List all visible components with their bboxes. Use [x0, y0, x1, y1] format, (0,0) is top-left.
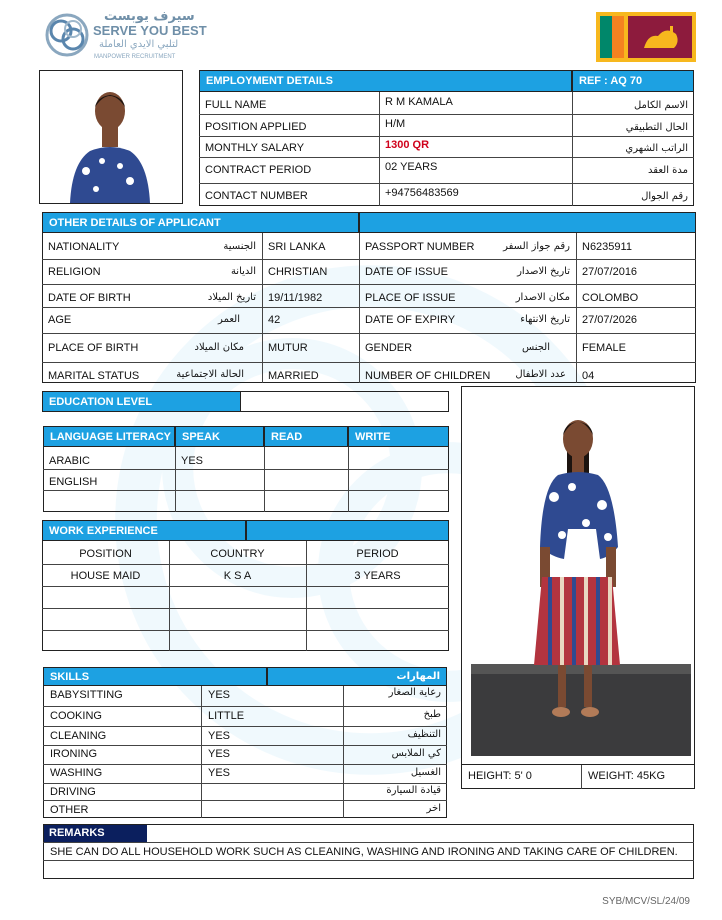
- education-level-title: EDUCATION LEVEL: [49, 395, 153, 408]
- work-experience-header: [42, 520, 246, 541]
- brand-tagline: MANPOWER RECRUITMENT: [94, 54, 176, 60]
- date-of-expiry-value: 27/07/2026: [582, 314, 638, 326]
- full-name-label: FULL NAME: [205, 99, 267, 111]
- read-title: READ: [271, 430, 303, 443]
- skill-cooking-label: COOKING: [50, 710, 102, 722]
- language-english: ENGLISH: [49, 476, 98, 488]
- nationality-label-arabic: الجنسية: [223, 241, 256, 252]
- gender-value: FEMALE: [582, 342, 627, 354]
- contract-period-label: CONTRACT PERIOD: [205, 164, 312, 176]
- arabic-speak-value: YES: [181, 455, 204, 467]
- contact-number-label: CONTACT NUMBER: [205, 190, 308, 202]
- speak-title: SPEAK: [182, 430, 220, 443]
- skill-ironing-label: IRONING: [50, 748, 98, 760]
- write-title: WRITE: [355, 430, 391, 443]
- passport-number-label-arabic: رقم جواز السفر: [503, 241, 570, 252]
- read-header: [264, 426, 348, 447]
- speak-header: [175, 426, 264, 447]
- skill-driving-label: DRIVING: [50, 786, 96, 798]
- date-of-issue-value: 27/07/2016: [582, 266, 638, 278]
- language-arabic: ARABIC: [49, 455, 90, 467]
- monthly-salary-label-arabic: الراتب الشهري: [625, 143, 688, 154]
- other-details-header-right: [359, 212, 696, 233]
- work-country-value: K S A: [223, 570, 252, 582]
- skill-babysitting-value: YES: [208, 689, 231, 701]
- remarks-text: SHE CAN DO ALL HOUSEHOLD WORK SUCH AS CLEANING, WASHING AND IRONING AND TAKING CARE OF CHILDREN.: [50, 846, 678, 858]
- language-table: [43, 447, 449, 512]
- contract-period-value: 02 YEARS: [385, 161, 438, 173]
- work-position-value: HOUSE MAID: [70, 570, 141, 582]
- reference-header: [572, 70, 694, 92]
- age-value: 42: [268, 314, 281, 326]
- skill-washing-label: WASHING: [50, 767, 103, 779]
- company-logo: [44, 10, 254, 62]
- place-of-birth-label: PLACE OF BIRTH: [48, 342, 139, 354]
- full-name-label-arabic: الاسم الكامل: [633, 100, 688, 111]
- monthly-salary-label: MONTHLY SALARY: [205, 142, 305, 154]
- place-of-issue-value: COLOMBO: [582, 292, 639, 304]
- work-period-header: PERIOD: [356, 548, 399, 560]
- language-literacy-header: [43, 426, 175, 447]
- place-of-birth-value: MUTUR: [268, 342, 308, 354]
- date-of-birth-label-arabic: تاريخ الميلاد: [207, 292, 256, 303]
- applicant-photo-small: [39, 70, 183, 204]
- nationality-value: SRI LANKA: [268, 241, 326, 253]
- brand-name: SERVE YOU BEST: [93, 23, 207, 38]
- position-applied-label: POSITION APPLIED: [205, 121, 307, 133]
- skill-babysitting-arabic: رعاية الصغار: [388, 687, 441, 698]
- contract-period-label-arabic: مدة العقد: [648, 165, 688, 176]
- date-of-expiry-label-arabic: تاريخ الانتهاء: [520, 314, 570, 325]
- weight-value: WEIGHT: 45KG: [588, 770, 666, 782]
- document-code: SYB/MCV/SL/24/09: [602, 896, 690, 907]
- applicant-photo-full: [461, 386, 695, 765]
- skill-washing-value: YES: [208, 767, 231, 779]
- date-of-birth-label: DATE OF BIRTH: [48, 292, 131, 304]
- remarks-title: REMARKS: [49, 827, 105, 839]
- logo-knot-icon: [44, 10, 90, 60]
- other-details-header: [42, 212, 359, 233]
- skill-cleaning-label: CLEANING: [50, 730, 107, 742]
- skills-title-arabic: المهارات: [396, 671, 440, 682]
- marital-status-value: MARRIED: [268, 370, 319, 382]
- position-applied-value: H/M: [385, 118, 406, 130]
- education-level-header: [42, 391, 241, 412]
- employment-details-header: [199, 70, 572, 92]
- date-of-expiry-label: DATE OF EXPIRY: [365, 314, 456, 326]
- marital-status-label-arabic: الحالة الاجتماعية: [176, 369, 244, 380]
- religion-label-arabic: الديانة: [230, 266, 256, 277]
- passport-number-label: PASSPORT NUMBER: [365, 241, 475, 253]
- contact-number-label-arabic: رقم الجوال: [641, 191, 688, 202]
- place-of-birth-label-arabic: مكان الميلاد: [194, 342, 244, 353]
- number-of-children-label: NUMBER OF CHILDREN: [365, 370, 491, 382]
- skill-cleaning-value: YES: [208, 730, 231, 742]
- monthly-salary-value: 1300 QR: [385, 139, 430, 151]
- number-of-children-value: 04: [582, 370, 595, 382]
- passport-number-value: N6235911: [582, 241, 632, 253]
- other-details-title: OTHER DETAILS OF APPLICANT: [49, 216, 221, 229]
- skill-ironing-arabic: كي الملابس: [391, 748, 441, 759]
- gender-label-arabic: الجنس: [521, 342, 550, 353]
- marital-status-label: MARITAL STATUS: [48, 370, 140, 382]
- date-of-birth-value: 19/11/1982: [268, 292, 323, 304]
- skill-babysitting-label: BABYSITTING: [50, 689, 123, 701]
- skill-ironing-value: YES: [208, 748, 231, 760]
- skills-header-arabic: [267, 667, 447, 686]
- nationality-label: NATIONALITY: [48, 241, 120, 253]
- work-position-header: POSITION: [79, 548, 132, 560]
- skill-cleaning-arabic: التنظيف: [407, 729, 441, 740]
- religion-value: CHRISTIAN: [268, 266, 328, 278]
- skill-cooking-arabic: طبخ: [423, 709, 441, 720]
- skill-driving-arabic: قيادة السيارة: [386, 785, 441, 796]
- gender-label: GENDER: [365, 342, 413, 354]
- employment-details-title: EMPLOYMENT DETAILS: [206, 75, 333, 87]
- date-of-issue-label-arabic: تاريخ الاصدار: [517, 266, 570, 277]
- contact-number-value: +94756483569: [385, 187, 459, 199]
- place-of-issue-label-arabic: مكان الاصدار: [515, 292, 570, 303]
- skill-cooking-value: LITTLE: [208, 710, 245, 722]
- brand-tagline-arabic: لتلبي الايدي العاملة: [99, 39, 179, 50]
- skills-header: [43, 667, 267, 686]
- place-of-issue-label: PLACE OF ISSUE: [365, 292, 456, 304]
- number-of-children-label-arabic: عدد الاطفال: [515, 369, 566, 380]
- sri-lanka-flag-icon: [596, 12, 696, 62]
- religion-label: RELIGION: [48, 266, 101, 278]
- work-experience-header-right: [246, 520, 449, 541]
- skills-title: SKILLS: [50, 670, 90, 683]
- work-experience-title: WORK EXPERIENCE: [49, 524, 158, 537]
- age-label: AGE: [48, 314, 72, 326]
- reference-number: REF : AQ 70: [579, 75, 643, 87]
- work-country-header: COUNTRY: [210, 548, 265, 560]
- other-details-table: [42, 233, 696, 383]
- work-period-value: 3 YEARS: [354, 570, 401, 582]
- write-header: [348, 426, 449, 447]
- language-literacy-title: LANGUAGE LITERACY: [50, 430, 171, 443]
- position-applied-label-arabic: الحال التطبيقي: [625, 122, 688, 133]
- height-value: HEIGHT: 5' 0: [468, 770, 532, 782]
- skill-other-label: OTHER: [50, 804, 89, 816]
- skill-other-arabic: اخر: [426, 803, 441, 814]
- education-level-value: [241, 391, 449, 412]
- date-of-issue-label: DATE OF ISSUE: [365, 266, 448, 278]
- skill-washing-arabic: الغسيل: [410, 767, 441, 778]
- brand-name-arabic: سيرف يوبست: [104, 9, 195, 24]
- age-label-arabic: العمر: [218, 314, 240, 325]
- full-name-value: R M KAMALA: [385, 96, 453, 108]
